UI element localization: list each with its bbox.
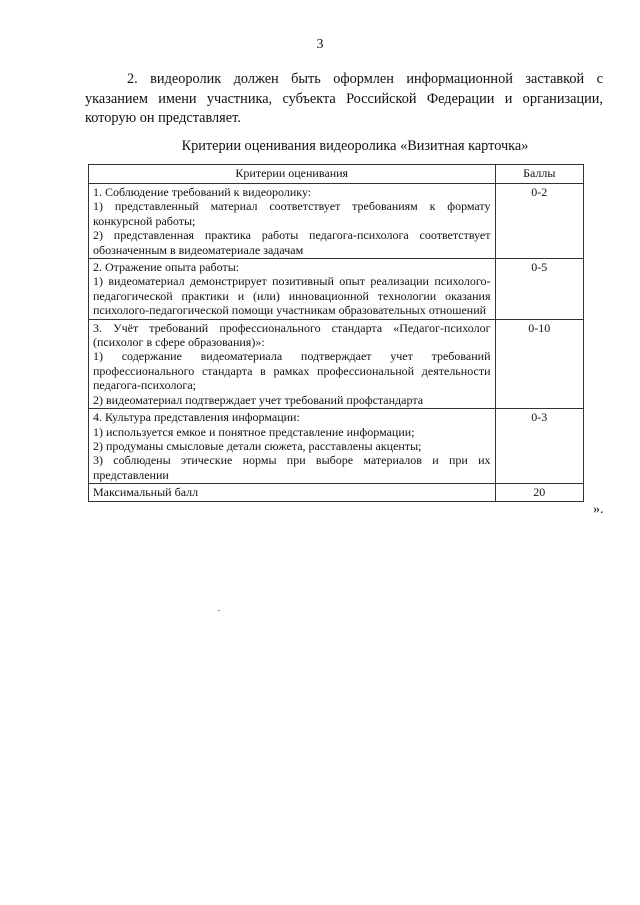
criteria-line: 2. Отражение опыта работы: (93, 260, 240, 275)
criteria-cell (89, 259, 496, 320)
criteria-line: 2) представленная практика работы педагога-психолога соответствует обозначенным в видеоматериале задачам (93, 228, 491, 257)
table-title: Критерии оценивания видеоролика «Визитная карточка» (181, 138, 529, 154)
criteria-line: 1) используется емкое и понятное представление информации; (93, 424, 415, 439)
table-header-row (89, 165, 584, 184)
page-number: 3 (316, 37, 324, 52)
score-cell: 0-5 (495, 259, 584, 320)
closing-quote-mark: ». (593, 502, 604, 517)
header-score: Баллы (495, 165, 584, 184)
table-row (89, 409, 584, 484)
criteria-line: 1) видеоматериал демонстрирует позитивный опыт реализации психолого-педагогической практики и (или) инновационной технологии оказания психолого-педагогической помощи участникам образовательных отношений (93, 274, 491, 318)
criteria-cell (89, 409, 496, 484)
criteria-line: 2) видеоматериал подтверждает учет требований профстандарта (93, 392, 424, 407)
criteria-line: 4. Культура представления информации: (93, 410, 300, 425)
criteria-line: 1. Соблюдение требований к видеоролику: (93, 185, 312, 199)
criteria-table (88, 164, 584, 502)
table-row (89, 259, 584, 320)
criteria-line: 2) продуманы смысловые детали сюжета, расставлены акценты; (93, 438, 422, 453)
criteria-line: 1) содержание видеоматериала подтверждает учет требований профессионального стандарта в рамках профессиональной деятельности педагога-психолога; (93, 349, 491, 393)
criteria-line: 3. Учёт требований профессионального стандарта «Педагог-психолог (психолог в сфере образования)»: (93, 320, 491, 350)
header-criteria: Критерии оценивания (89, 165, 496, 184)
total-label: Максимальный балл (89, 484, 496, 501)
criteria-cell (89, 184, 496, 259)
score-cell: 0-10 (495, 319, 584, 408)
criteria-cell (89, 319, 496, 408)
table-row (89, 319, 584, 408)
table-row (89, 184, 584, 259)
total-score: 20 (495, 484, 584, 501)
total-row (89, 484, 584, 501)
score-cell: 0-2 (495, 184, 584, 259)
criteria-line: 1) представленный материал соответствует требованиям к формату конкурсной работы; (93, 199, 491, 228)
criteria-line: 3) соблюдены этические нормы при выборе материалов и при их представлении (93, 453, 491, 482)
intro-paragraph: 2. видеоролик должен быть оформлен информационной заставкой с указанием имени участника, субъекта Российской Федерации и организации, которую он представляет. (85, 71, 603, 126)
score-cell: 0-3 (495, 409, 584, 484)
scan-speck (218, 610, 220, 611)
